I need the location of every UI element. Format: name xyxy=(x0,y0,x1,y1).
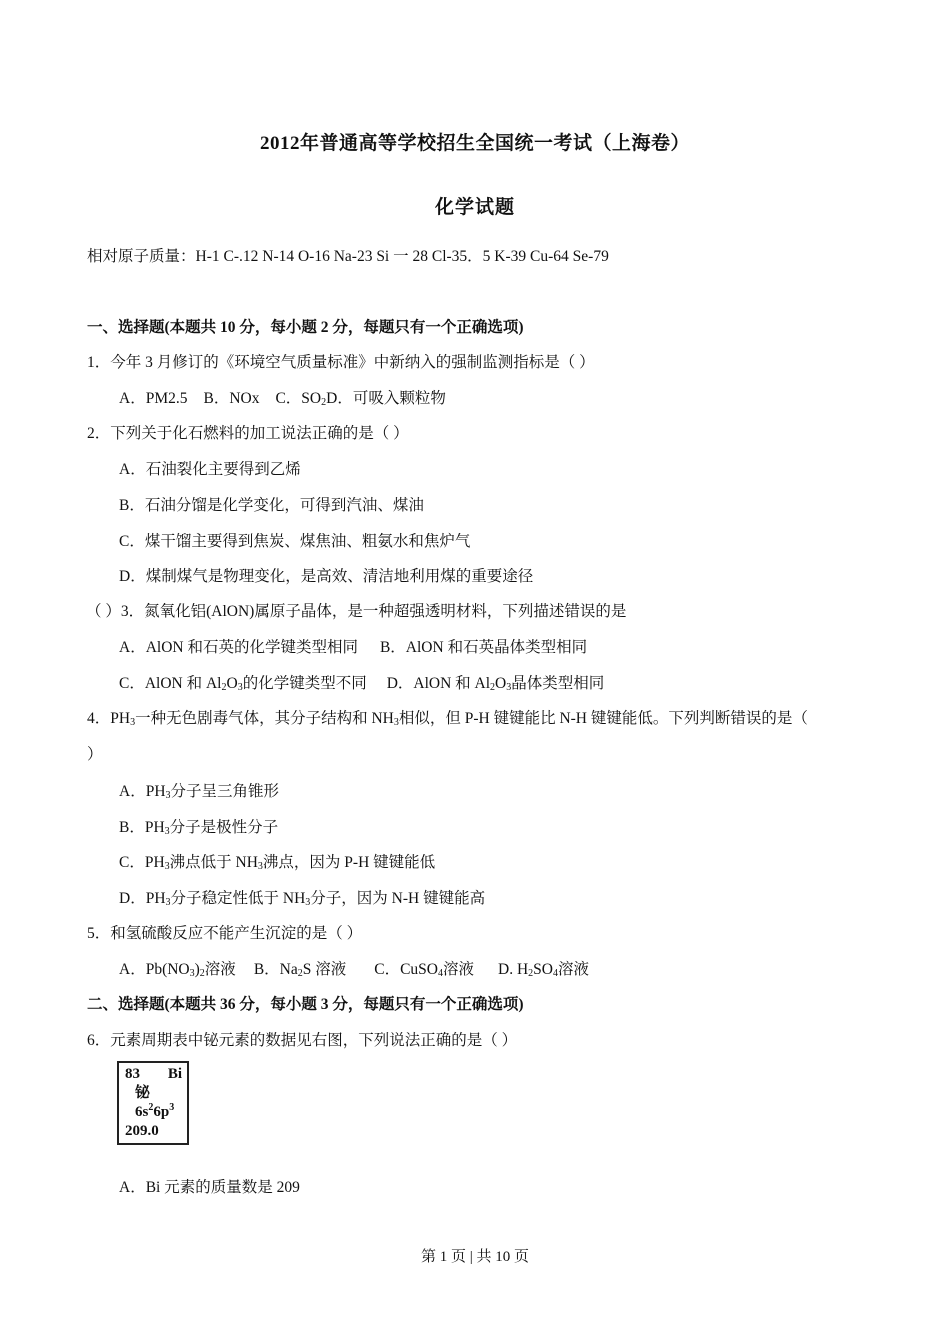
q3-option-d: D．AlON 和 $Al_2O_3$晶体类型相同 xyxy=(386,675,605,693)
q5-option-d: D. $H_2SO_4$溶液 xyxy=(498,961,589,979)
page-footer: 第 1 页 | 共 10 页 xyxy=(420,1249,529,1265)
atomic-number: 83 xyxy=(125,1066,140,1082)
question-4-stem-close: ） xyxy=(87,746,103,763)
q1-option-b: B．NOx xyxy=(203,390,260,407)
exam-subtitle: 化学试题 xyxy=(434,197,515,218)
question-2-stem: 2．下列关于化石燃料的加工说法正确的是（ ） xyxy=(87,425,409,442)
atomic-masses-values: H-1 C-.12 N-14 O-16 Na-23 Si 一 28 Cl-35．5 K-39 Cu-64 Se-79 xyxy=(195,248,609,265)
element-symbol: Bi xyxy=(167,1066,182,1082)
section-2-heading: 二、选择题(本题共 36 分，每小题 3 分，每题只有一个正确选项) xyxy=(87,996,524,1013)
q4-option-c: C．$PH_3$沸点低于 $NH_3$沸点，因为 P-H 键键能低 xyxy=(119,854,436,872)
q1-option-d: D．可吸入颗粒物 xyxy=(326,390,446,407)
q2-option-a: A．石油裂化主要得到乙烯 xyxy=(119,461,301,478)
q2-option-b: B．石油分馏是化学变化，可得到汽油、煤油 xyxy=(119,497,424,514)
question-1-options xyxy=(119,386,446,408)
q2-option-c: C．煤干馏主要得到焦炭、煤焦油、粗氨水和焦炉气 xyxy=(119,533,471,550)
question-3-options-row1 xyxy=(119,635,587,657)
section-1-heading: 一、选择题(本题共 10 分，每小题 2 分，每题只有一个正确选项) xyxy=(87,319,524,336)
atomic-masses-label: 相对原子质量： xyxy=(87,248,196,265)
element-name: 铋 xyxy=(135,1085,151,1101)
q3-option-c: C．AlON 和 $Al_2O_3$的化学键类型不同 xyxy=(119,675,367,693)
electron-configuration: $6s^26p^3$ xyxy=(135,1102,175,1120)
q4-option-a: A．$PH_3$分子呈三角锥形 xyxy=(119,783,280,801)
bismuth-element-card xyxy=(117,1061,189,1145)
question-3-options-row2 xyxy=(119,671,604,693)
q3-option-a: A．AlON 和石英的化学键类型相同 xyxy=(119,639,358,656)
exam-title: 2012年普通高等学校招生全国统一考试（上海卷） xyxy=(259,133,690,154)
q5-option-a: A．$Pb(NO_3)_2$溶液 xyxy=(119,961,236,979)
question-5-stem: 5．和氢硫酸反应不能产生沉淀的是（ ） xyxy=(87,925,363,942)
q5-option-c: C．CuSO$_4$溶液 xyxy=(374,961,474,979)
question-1-stem: 1．今年 3 月修订的《环境空气质量标准》中新纳入的强制监测指标是（ ） xyxy=(87,354,595,371)
atomic-mass: 209.0 xyxy=(125,1123,159,1139)
q2-option-d: D．煤制煤气是物理变化，是高效、清洁地利用煤的重要途径 xyxy=(119,568,534,585)
q1-option-c: C．$SO_2$ xyxy=(275,390,327,408)
q3-option-b: B．AlON 和石英晶体类型相同 xyxy=(379,639,588,656)
q1-option-a: A．PM2.5 xyxy=(119,390,188,407)
q6-option-a: A．Bi 元素的质量数是 209 xyxy=(119,1179,300,1196)
q5-option-b: B．$Na_2S$ 溶液 xyxy=(253,961,347,979)
question-3-stem: （ ）3．氮氧化铝(AlON)属原子晶体，是一种超强透明材料，下列描述错误的是 xyxy=(86,603,627,620)
question-5-options xyxy=(119,957,589,979)
q4-option-d: D．$PH_3$分子稳定性低于 $NH_3$分子，因为 N-H 键键能高 xyxy=(119,890,486,908)
atomic-masses-line xyxy=(87,244,609,266)
question-6-stem: 6．元素周期表中铋元素的数据见右图，下列说法正确的是（ ） xyxy=(87,1032,518,1049)
q4-option-b: B．$PH_3$分子是极性分子 xyxy=(119,819,279,837)
question-4-stem: 4．$PH_3$一种无色剧毒气体，其分子结构和 $NH_3$相似，但 P-H 键键能比 N-H 键键能低。下列判断错误的是（ xyxy=(87,710,808,728)
